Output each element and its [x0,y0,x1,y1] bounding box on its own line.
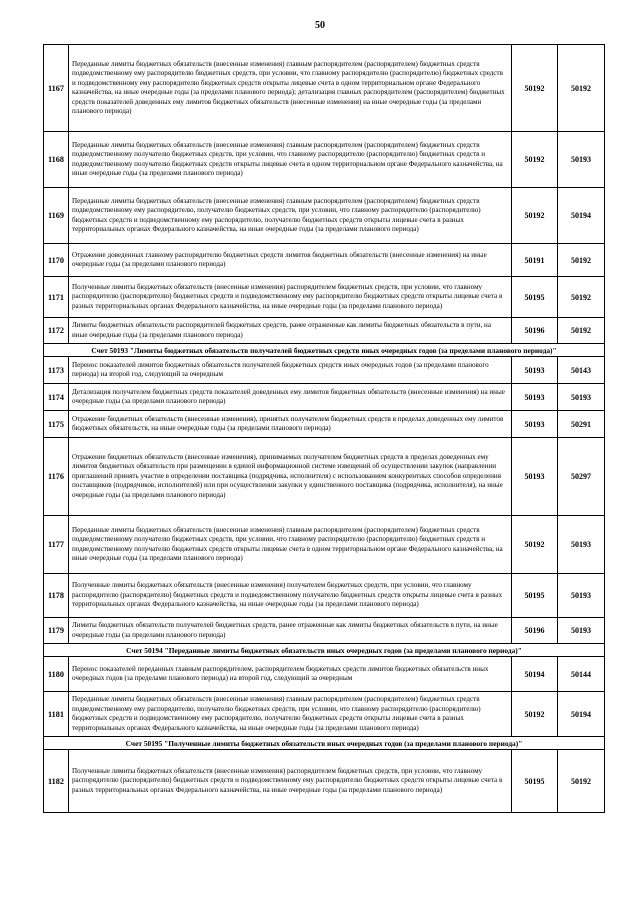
entry-number: 1168 [44,132,69,188]
entry-number: 1170 [44,244,69,277]
debit-account-code: 50195 [512,277,558,318]
table-row [44,750,605,813]
account-section-title: Счет 50194 "Переданные лимиты бюджетных обязательств иных очередных годов (за пределами планового периода)" [44,644,605,657]
entry-description: Лимиты бюджетных обязательств получателей бюджетных средств, ранее отраженные как лимиты бюджетных обязательств в пути, на иные очередные годы (за пределами планового периода) [69,618,512,644]
credit-account-code: 50192 [558,318,605,344]
entry-description: Переданные лимиты бюджетных обязательств (внесенные изменения) главным распорядителем (распорядителем) бюджетных средств подведомственному ему распорядителю бюджетных средств, при условии, что главному распорядителю (распорядителю) бюджетных средств и подведомственному ему распорядителю бюджетных средств открыты лицевые счета в одном территориальном органе Федерального казначейства, на иные очередные годы (за пределами планового периода); детализация главных распорядителем (распорядителем) бюджетных средств показателей доведенных ему лимитов бюджетных обязательств (внесенные изменения) на иные очередные годы (за пределами планового периода) [69,45,512,132]
entry-number: 1176 [44,438,69,516]
debit-account-code: 50192 [512,516,558,574]
entry-description: Полученные лимиты бюджетных обязательств (внесенные изменения) распорядителем бюджетных средств, при условии, что главному распорядителю (распорядителю) бюджетных средств и подведомственному ему распорядителю бюджетных средств открыты лицевые счета в разных территориальных органах Федерального казначейства, на иные очередные годы (за пределами планового периода) [69,750,512,813]
entry-number: 1177 [44,516,69,574]
table-row [44,384,605,411]
credit-account-code: 50192 [558,244,605,277]
entry-number: 1167 [44,45,69,132]
credit-account-code: 50193 [558,384,605,411]
credit-account-code: 50193 [558,132,605,188]
table-row [44,618,605,644]
credit-account-code: 50194 [558,692,605,737]
debit-account-code: 50195 [512,750,558,813]
entry-description: Переданные лимиты бюджетных обязательств (внесенные изменения) главным распорядителем (распорядителем) бюджетных средств подведомственному ему распорядителю, получателю бюджетных средств, при условии, что главному распорядителю (распорядителю) бюджетных средств и подведомственному ему распорядителю, получателю бюджетных средств открыты лицевые счета в разных территориальных органах Федерального казначейства, на иные очередные годы (за пределами планового периода) [69,692,512,737]
table-row [44,357,605,384]
debit-account-code: 50196 [512,618,558,644]
credit-account-code: 50143 [558,357,605,384]
entry-number: 1169 [44,188,69,244]
entry-number: 1181 [44,692,69,737]
entry-description: Лимиты бюджетных обязательств распорядителей бюджетных средств, ранее отраженные как лимиты бюджетных обязательств в пути, на иные очередные годы (за пределами планового периода) [69,318,512,344]
entry-description: Полученные лимиты бюджетных обязательств (внесенные изменения) получателем бюджетных средств, при условии, что главному распорядителю (распорядителю) бюджетных средств и подведомственному получателю бюджетных средств открыты лицевые счета в разных территориальных органах Федерального казначейства, на иные очередные годы (за пределами планового периода) [69,574,512,618]
credit-account-code: 50193 [558,574,605,618]
debit-account-code: 50192 [512,188,558,244]
debit-account-code: 50192 [512,45,558,132]
credit-account-code: 50193 [558,516,605,574]
table-row [44,516,605,574]
entry-description: Перенос показателей лимитов бюджетных обязательств получателей бюджетных средств иных очередных годов (за пределами планового периода) на второй год, следующий за очередным [69,357,512,384]
account-section-title: Счет 50193 "Лимиты бюджетных обязательств получателей бюджетных средств иных очередных годов (за пределами планового периода)" [44,344,605,357]
page-number: 50 [315,20,325,31]
debit-account-code: 50193 [512,438,558,516]
table-row [44,411,605,438]
credit-account-code: 50192 [558,277,605,318]
entry-number: 1174 [44,384,69,411]
table-row [44,657,605,692]
debit-account-code: 50192 [512,132,558,188]
debit-account-code: 50193 [512,384,558,411]
table-row [44,132,605,188]
accounting-entries-table [43,44,605,813]
entry-description: Полученные лимиты бюджетных обязательств (внесенные изменения) распорядителем бюджетных средств, при условии, что главному распорядителю (распорядителю) бюджетных средств и подведомственному ему распорядителю бюджетных средств открыты лицевые счета в разных территориальных органах Федерального казначейства, на иные очередные годы (за пределами планового периода) [69,277,512,318]
credit-account-code: 50291 [558,411,605,438]
table-row [44,188,605,244]
debit-account-code: 50193 [512,357,558,384]
entry-description: Перенос показателей переданных главным распорядителем, распорядителем бюджетных средств лимитов бюджетных обязательств иных очередных годов (за пределами планового периода) на второй год, следующий за очередным [69,657,512,692]
table-row [44,277,605,318]
account-section-header [44,344,605,357]
debit-account-code: 50192 [512,692,558,737]
entry-number: 1179 [44,618,69,644]
entry-number: 1178 [44,574,69,618]
entry-description: Отражение бюджетных обязательств (внесенные изменения), принимаемых получателем бюджетных средств в пределах доведенных ему лимитов бюджетных обязательств при размещении в единой информационной системе извещений об осуществлении закупок (направлении приглашений принять участие в определении поставщика (подрядчика, исполнителя) с использованием конкурентных способов определения поставщиков (подрядчиков, исполнителей) или при осуществлении закупки у единственного поставщика (подрядчика, исполнителя), на иные очередные годы (за пределами планового периода) [69,438,512,516]
credit-account-code: 50144 [558,657,605,692]
table-row [44,318,605,344]
credit-account-code: 50193 [558,618,605,644]
account-section-title: Счет 50195 "Полученные лимиты бюджетных обязательств иных очередных годов (за пределами планового периода)" [44,737,605,750]
table-row [44,45,605,132]
table-row [44,692,605,737]
account-section-header [44,737,605,750]
entry-number: 1172 [44,318,69,344]
credit-account-code: 50192 [558,750,605,813]
debit-account-code: 50196 [512,318,558,344]
entry-description: Переданные лимиты бюджетных обязательств (внесенные изменения) главным распорядителем (распорядителем) бюджетных средств подведомственному ему распорядителю, получателю бюджетных средств, при условии, что главному распорядителю (распорядителю) бюджетных средств и подведомственному ему распорядителю, получателю бюджетных средств открыты лицевые счета в разных территориальных органах Федерального казначейства, на иные очередные годы (за пределами планового периода) [69,188,512,244]
account-section-header [44,644,605,657]
table-row [44,244,605,277]
entry-description: Отражение бюджетных обязательств (внесенные изменения), принятых получателем бюджетных средств в пределах доведенных ему лимитов бюджетных обязательств, на иные очередные годы (за пределами планового периода) [69,411,512,438]
debit-account-code: 50193 [512,411,558,438]
debit-account-code: 50194 [512,657,558,692]
entry-description: Переданные лимиты бюджетных обязательств (внесенные изменения) главным распорядителем (распорядителем) бюджетных средств подведомственному получателю бюджетных средств, при условии, что главному распорядителю (распорядителю) бюджетных средств и подведомственному получателю бюджетных средств открыты лицевые счета в одном территориальном органе Федерального казначейства, на иные очередные годы (за пределами планового периода) [69,516,512,574]
entry-number: 1173 [44,357,69,384]
entry-number: 1180 [44,657,69,692]
entry-number: 1175 [44,411,69,438]
entry-number: 1182 [44,750,69,813]
debit-account-code: 50191 [512,244,558,277]
table-row [44,438,605,516]
entry-number: 1171 [44,277,69,318]
table-row [44,574,605,618]
debit-account-code: 50195 [512,574,558,618]
entry-description: Отражение доведенных главному распорядителю бюджетных средств лимитов бюджетных обязательств (внесенные изменения) на иные очередные годы (за пределами планового периода) [69,244,512,277]
credit-account-code: 50194 [558,188,605,244]
entry-description: Переданные лимиты бюджетных обязательств (внесенные изменения) главным распорядителем (распорядителем) бюджетных средств подведомственному получателю бюджетных средств, при условии, что главному распорядителю (распорядителю) бюджетных средств и подведомственному получателю бюджетных средств открыты лицевые счета в одном территориальном органе Федерального казначейства, на иные очередные годы (за пределами планового периода) [69,132,512,188]
credit-account-code: 50297 [558,438,605,516]
entry-description: Детализация получателем бюджетных средств показателей доведенных ему лимитов бюджетных обязательств (внесенные изменения) на иные очередные годы (за пределами планового периода) [69,384,512,411]
credit-account-code: 50192 [558,45,605,132]
